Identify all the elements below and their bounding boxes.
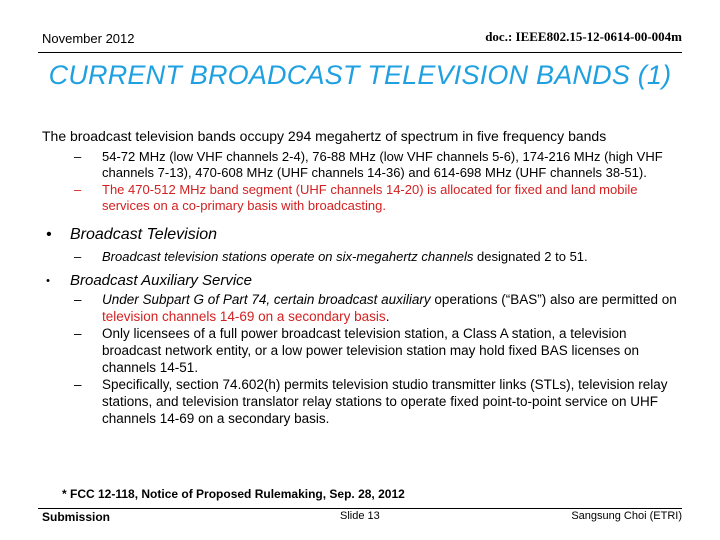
bullet-broadcast-tv [42, 225, 682, 245]
intro-sub-1-text: 54-72 MHz (low VHF channels 2-4), 76-88 MHz (low VHF channels 5-6), 174-216 MHz (high VHF channels 7-13), 470-608 MHz (UHF channels 14-36) and 614-698 MHz (UHF channels 38-51). [102, 149, 663, 180]
intro-sub-2-text: The 470-512 MHz band segment (UHF channels 14-20) is allocated for fixed and land mobile services on a co-primary basis with broadcasting. [102, 182, 638, 213]
dash-marker: – [74, 149, 82, 164]
footer-author: Sangsung Choi (ETRI) [571, 510, 682, 522]
broadcast-tv-sub-1-rest: designated 2 to 51. [473, 249, 588, 264]
bullet-dot: • [46, 226, 52, 243]
header-doc-id: doc.: IEEE802.15-12-0614-00-004m [485, 29, 682, 44]
footnote: * FCC 12-118, Notice of Proposed Rulemaking, Sep. 28, 2012 [62, 487, 405, 501]
slide-body [42, 128, 682, 427]
bas-sub-1-rest: operations (“BAS”) also are permitted on [430, 291, 677, 307]
dash-marker: – [74, 182, 82, 197]
bullet-bas-heading: Broadcast Auxiliary Service [70, 271, 253, 289]
bas-sub-1-highlight: television channels 14-69 on a secondary basis [102, 308, 386, 324]
bas-sub-2-text: Only licensees of a full power broadcast television station, a Class A station, a television broadcast network entity, or a low power television station may hold fixed BAS licenses on channels 14-51. [102, 325, 640, 375]
dash-marker: – [74, 376, 82, 392]
bullet-broadcast-tv-heading: Broadcast Television [70, 226, 218, 243]
bas-sub-1 [42, 291, 682, 325]
intro-sub-1 [42, 149, 682, 180]
dash-marker: – [74, 249, 82, 264]
dash-marker: – [74, 291, 82, 307]
bas-sub-2 [42, 325, 682, 376]
broadcast-tv-sub-1 [42, 249, 682, 265]
header-date: November 2012 [42, 31, 135, 46]
dash-marker: – [74, 325, 82, 341]
broadcast-tv-sub-1-italic: Broadcast television stations operate on six-megahertz channels [102, 249, 474, 264]
bas-sub-1-italic: Under Subpart G of Part 74, certain broadcast auxiliary [102, 291, 431, 307]
intro-paragraph: The broadcast television bands occupy 294 megahertz of spectrum in five frequency bands [42, 128, 607, 144]
bullet-bas [42, 271, 682, 291]
bas-sub-3 [42, 376, 682, 427]
intro-sub-2 [42, 182, 682, 213]
footer-rule [38, 508, 682, 509]
bas-sub-1-end: . [385, 308, 390, 324]
slide-title: CURRENT BROADCAST TELEVISION BANDS (1) [48, 60, 672, 90]
footer-submission: Submission [42, 510, 111, 524]
footer-slide-number: Slide 13 [340, 510, 380, 522]
header-rule [38, 52, 682, 53]
bas-sub-3-text: Specifically, section 74.602(h) permits television studio transmitter links (STLs), television relay stations, and television translator relay stations to operate fixed point-to-point service on UHF channels 14-69 on a secondary basis. [102, 376, 668, 426]
bullet-dot: • [46, 274, 50, 287]
